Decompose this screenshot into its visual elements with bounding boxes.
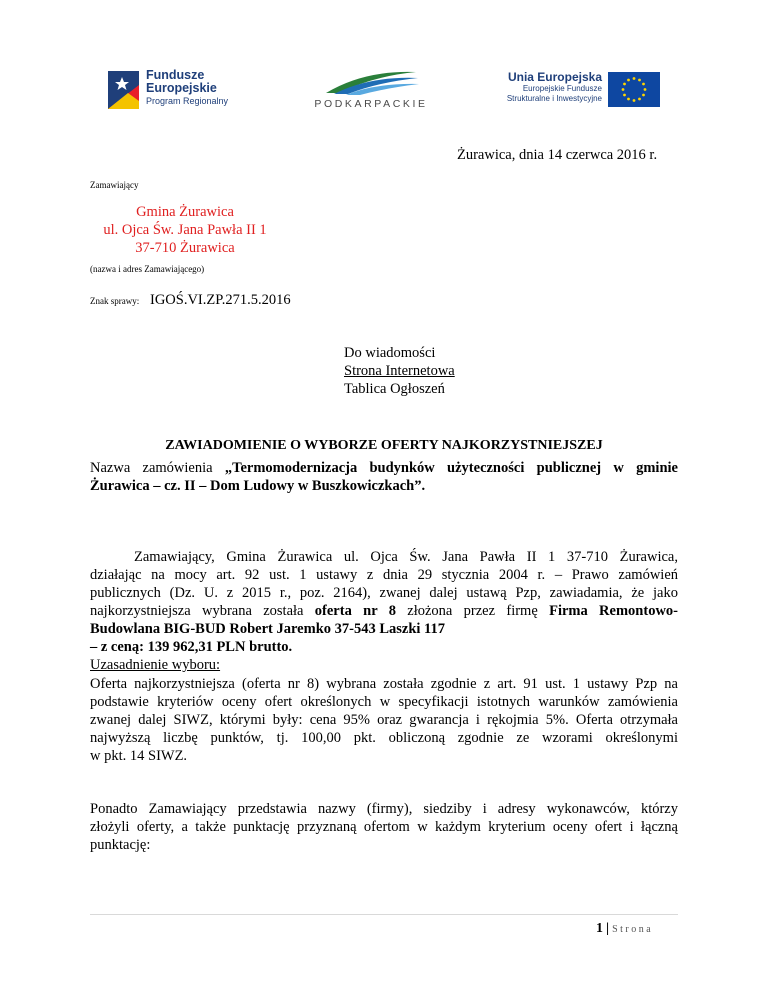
page-number: 1 bbox=[596, 921, 603, 936]
fe-star-flag-icon bbox=[108, 71, 139, 109]
case-label: Znak sprawy: bbox=[90, 296, 140, 306]
main-line-2: działając na mocy art. 92 ust. 1 ustawy z dnia 29 stycznia 2004 r. – Prawo zamówień bbox=[90, 567, 678, 583]
fe-line1: Fundusze bbox=[146, 68, 205, 82]
main-line-4a: najkorzystniejsza wybrana została bbox=[90, 603, 315, 619]
buyer-name: Gmina Żurawica bbox=[136, 204, 234, 220]
buyer-city: 37-710 Żurawica bbox=[135, 240, 235, 256]
main-line-3: publicznych (Dz. U. z 2015 r., poz. 2164), zwanej dalej ustawą Pzp, zawiadamia, że jako bbox=[90, 585, 678, 601]
just-line-1: Oferta najkorzystniejsza (oferta nr 8) wybrana została zgodnie z art. 91 ust. 1 ustawy Pzp na bbox=[90, 676, 678, 692]
buyer-address bbox=[87, 203, 283, 257]
order-name-paragraph bbox=[90, 459, 678, 495]
order-name: „Termomodernizacja budynków użyteczności publicznej w gminie Żurawica – cz. II – Dom Ludowy w Buszkowiczkach”. bbox=[90, 460, 678, 494]
additional-paragraph bbox=[90, 800, 678, 854]
just-line-5: w pkt. 14 SIWZ. bbox=[90, 748, 188, 764]
podkarpackie-hills-icon bbox=[324, 66, 420, 96]
more-line-1: Ponadto Zamawiający przedstawia nazwy (firmy), siedziby i adresy wykonawców, którzy bbox=[90, 801, 678, 817]
case-number: IGOŚ.VI.ZP.271.5.2016 bbox=[150, 292, 291, 308]
page-word: Strona bbox=[612, 924, 654, 935]
fe-line3: Program Regionalny bbox=[146, 96, 229, 106]
main-line-1: Zamawiający, Gmina Żurawica ul. Ojca Św. Jana Pawła II 1 37-710 Żurawica, bbox=[134, 549, 678, 565]
fundusze-europejskie-logo bbox=[108, 69, 258, 111]
eu-flag-icon bbox=[608, 72, 660, 107]
eu-line1: Unia Europejska bbox=[507, 70, 602, 84]
document-title: ZAWIADOMIENIE O WYBORZE OFERTY NAJKORZYSTNIEJSZEJ bbox=[165, 438, 603, 453]
winner-firm-start: Firma Remontowo- bbox=[549, 603, 678, 619]
page-footer bbox=[596, 921, 653, 937]
just-line-3: zwanej dalej SIWZ, którymi były: cena 95% oraz gwarancja i rękojmia 5%. Oferta otrzymała bbox=[90, 712, 678, 728]
footer-divider bbox=[90, 914, 678, 915]
just-line-4: najwyższą liczbę punktów, tj. 100,00 pkt. obliczoną zgodnie ze wzorami określonymi bbox=[90, 730, 678, 746]
podkarpackie-text: PODKARPACKIE bbox=[314, 98, 428, 110]
order-prefix: Nazwa zamówienia bbox=[90, 460, 225, 476]
more-line-3: punktację: bbox=[90, 837, 151, 853]
buyer-street: ul. Ojca Św. Jana Pawła II 1 bbox=[103, 222, 267, 238]
main-paragraph bbox=[90, 548, 678, 656]
main-line-4c: złożona przez firmę bbox=[395, 603, 550, 619]
podkarpackie-logo bbox=[296, 66, 446, 116]
winner-price: – z ceną: 139 962,31 PLN brutto. bbox=[90, 639, 293, 655]
more-line-2: złożyli oferty, a także punktację przyznaną ofertom w każdym kryterium oceny ofert i łączną bbox=[90, 819, 678, 835]
place-date: Żurawica, dnia 14 czerwca 2016 r. bbox=[457, 147, 658, 163]
recipient-website-link[interactable]: Strona Internetowa bbox=[344, 363, 455, 379]
justification-heading: Uzasadnienie wyboru: bbox=[90, 657, 221, 673]
footer-separator: | bbox=[606, 921, 610, 936]
eu-line3: Strukturalne i Inwestycyjne bbox=[506, 94, 602, 103]
fe-line2: Europejskie bbox=[146, 81, 217, 95]
buyer-label: Zamawiający bbox=[90, 180, 139, 190]
offer-number: oferta nr 8 bbox=[314, 603, 396, 619]
just-line-2: podstawie kryteriów oceny ofert określonych w specyfikacji istotnych warunków zamówienia bbox=[90, 694, 678, 710]
eu-line2: Europejskie Fundusze bbox=[522, 84, 602, 93]
buyer-note: (nazwa i adres Zamawiającego) bbox=[90, 264, 205, 274]
recipients bbox=[344, 344, 455, 398]
recipient-board: Tablica Ogłoszeń bbox=[344, 381, 445, 397]
justification-paragraph bbox=[90, 675, 678, 765]
unia-europejska-logo bbox=[494, 70, 660, 110]
recipients-heading: Do wiadomości bbox=[344, 345, 436, 361]
winner-firm: Budowlana BIG-BUD Robert Jaremko 37-543 Laszki 117 bbox=[90, 621, 446, 637]
